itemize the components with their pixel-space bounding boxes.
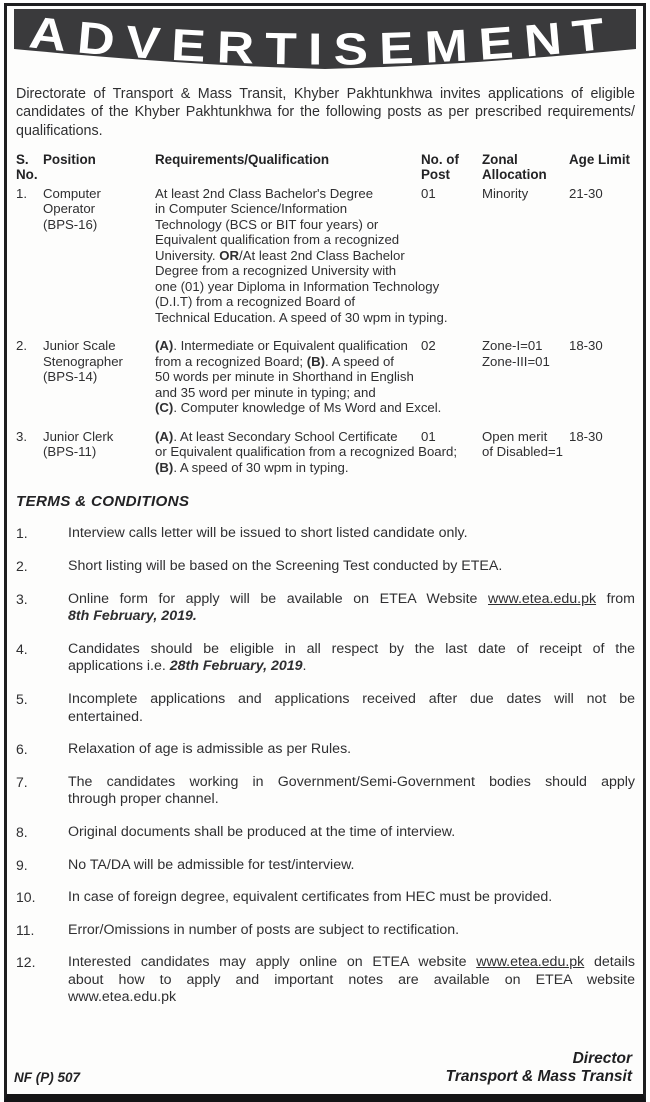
term-number: 3. <box>16 590 28 607</box>
posts-cell: 02 <box>421 338 436 354</box>
term-number: 6. <box>16 741 28 758</box>
term-item <box>16 591 635 626</box>
sno-cell: 1. <box>16 185 27 201</box>
term-number: 9. <box>16 856 28 873</box>
website-link: www.etea.edu.pk <box>488 590 597 607</box>
position-cell: Junior Clerk (BPS-11) <box>43 428 114 460</box>
term-number: 10. <box>16 889 36 906</box>
term-number: 2. <box>16 557 28 574</box>
table-header-row <box>16 152 636 183</box>
term-number: 12. <box>16 954 36 971</box>
banner-title: ADVERTISEMENT <box>26 9 613 71</box>
advertisement-banner <box>14 9 636 71</box>
term-text: Original documents shall be produced at the time of interview. <box>68 823 456 840</box>
term-item <box>16 641 635 676</box>
terms-list <box>16 525 635 1022</box>
sno-cell: 2. <box>16 338 27 354</box>
term-item <box>16 954 635 1007</box>
positions-table <box>16 152 636 476</box>
intro-paragraph: Directorate of Transport & Mass Transit, Khyber Pakhtunkhwa invites applications of eligible candidates of the Khyber Pakhtunkhwa for the following posts as per prescribed requirements/ qualifications. <box>16 86 635 139</box>
position-cell: Computer Operator (BPS-16) <box>43 185 101 232</box>
term-item <box>16 525 635 543</box>
term-text: In case of foreign degree, equivalent certificates from HEC must be provided. <box>68 889 553 906</box>
signature-org: Transport & Mass Transit <box>445 1067 632 1085</box>
requirements-cell: (A). Intermediate or Equivalent qualification from a recognized Board; (B). A speed of 50 words per minute in Shorthand in English and 35 word per minute in typing; and (C). Computer knowledge of Ms Word and Excel. <box>155 338 442 416</box>
requirements-cell: (A). At least Secondary School Certificate or Equivalent qualification from a recognized Board; (B). A speed of 30 wpm in typing. <box>155 428 458 475</box>
term-text: Incomplete applications and applications received after due dates will not be entertained. <box>68 690 635 725</box>
column-header: No. of Post <box>421 151 459 183</box>
zonal-cell: Minority <box>482 185 529 201</box>
age-cell: 18-30 <box>569 428 603 444</box>
term-number: 11. <box>16 921 35 938</box>
term-number: 4. <box>16 640 28 657</box>
term-text: Interested candidates may apply online on ETEA website www.etea.edu.pk details about how to apply and important notes are available on ETEA website www.etea.edu.pk <box>68 954 636 1006</box>
term-text: Short listing will be based on the Screening Test conducted by ETEA. <box>68 557 503 574</box>
table-body <box>16 186 636 476</box>
column-header: Requirements/Qualification <box>155 151 330 167</box>
term-item <box>16 774 635 809</box>
footer <box>14 1050 636 1094</box>
term-item <box>16 741 635 759</box>
term-text: Interview calls letter will be issued to short listed candidate only. <box>68 525 468 542</box>
term-text: Online form for apply will be available on ETEA Website www.etea.edu.pk from 8th February, 2019. <box>68 590 635 625</box>
column-header: S. No. <box>16 151 38 183</box>
term-text: Error/Omissions in number of posts are subject to rectification. <box>68 921 460 938</box>
posts-cell: 01 <box>421 428 436 444</box>
table-row <box>16 186 636 326</box>
website-link: www.etea.edu.pk <box>476 954 585 971</box>
term-number: 1. <box>16 525 28 542</box>
term-text: Candidates should be eligible in all respect by the last date of receipt of the applications i.e. 28th February, 2019. <box>68 640 635 675</box>
term-item <box>16 889 635 907</box>
term-number: 7. <box>16 773 28 790</box>
term-number: 5. <box>16 690 28 707</box>
term-item <box>16 857 635 875</box>
term-item <box>16 824 635 842</box>
requirements-cell: At least 2nd Class Bachelor's Degree in Computer Science/Information Technology (BCS or BIT four years) or Equivalent qualification from a recognized University. OR/At least 2nd Class Bachelor Degree from a recognized University with one (01) year Diploma in Information Technology (D.I.T) from a recognized Board of Technical Education. A speed of 30 wpm in typing. <box>155 185 448 325</box>
footer-signature <box>446 1050 636 1085</box>
column-header: Position <box>43 151 96 167</box>
advertisement-page <box>4 3 646 1102</box>
term-text: Relaxation of age is admissible as per Rules. <box>68 741 352 758</box>
term-text: No TA/DA will be admissible for test/interview. <box>68 856 355 873</box>
term-item <box>16 558 635 576</box>
term-item <box>16 691 635 726</box>
term-text: The candidates working in Government/Semi-Government bodies should apply through proper channel. <box>68 773 635 808</box>
footer-code: NF (P) 507 <box>14 1070 81 1085</box>
posts-cell: 01 <box>421 185 436 201</box>
table-row <box>16 338 636 416</box>
column-header: Zonal Allocation <box>482 151 547 183</box>
age-cell: 18-30 <box>569 338 603 354</box>
term-item <box>16 922 635 940</box>
sno-cell: 3. <box>16 428 27 444</box>
term-number: 8. <box>16 823 28 840</box>
table-row <box>16 429 636 476</box>
terms-heading: TERMS & CONDITIONS <box>16 493 190 511</box>
age-cell: 21-30 <box>569 185 603 201</box>
zonal-cell: Zone-I=01 Zone-III=01 <box>482 338 550 369</box>
zonal-cell: Open merit of Disabled=1 <box>482 428 564 460</box>
position-cell: Junior Scale Stenographer (BPS-14) <box>43 338 123 385</box>
signature-title: Director <box>572 1050 632 1067</box>
column-header: Age Limit <box>569 151 631 167</box>
